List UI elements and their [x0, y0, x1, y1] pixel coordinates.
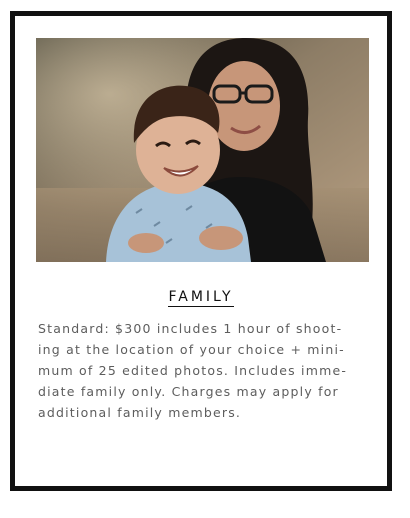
description-line: mum of 25 edited photos. Includes imme- [38, 363, 348, 378]
description-line: diate family only. Charges may apply for [38, 384, 339, 399]
package-title-text: FAMILY [168, 289, 234, 305]
package-title [15, 289, 387, 305]
description-line: additional family members. [38, 405, 242, 420]
package-description [38, 318, 368, 423]
description-line: ing at the location of your choice + mini- [38, 342, 345, 357]
family-package-card [10, 11, 392, 491]
family-photo [36, 38, 369, 262]
family-photo-illustration [36, 38, 369, 262]
description-line: Standard: $300 includes 1 hour of shoot- [38, 321, 343, 336]
